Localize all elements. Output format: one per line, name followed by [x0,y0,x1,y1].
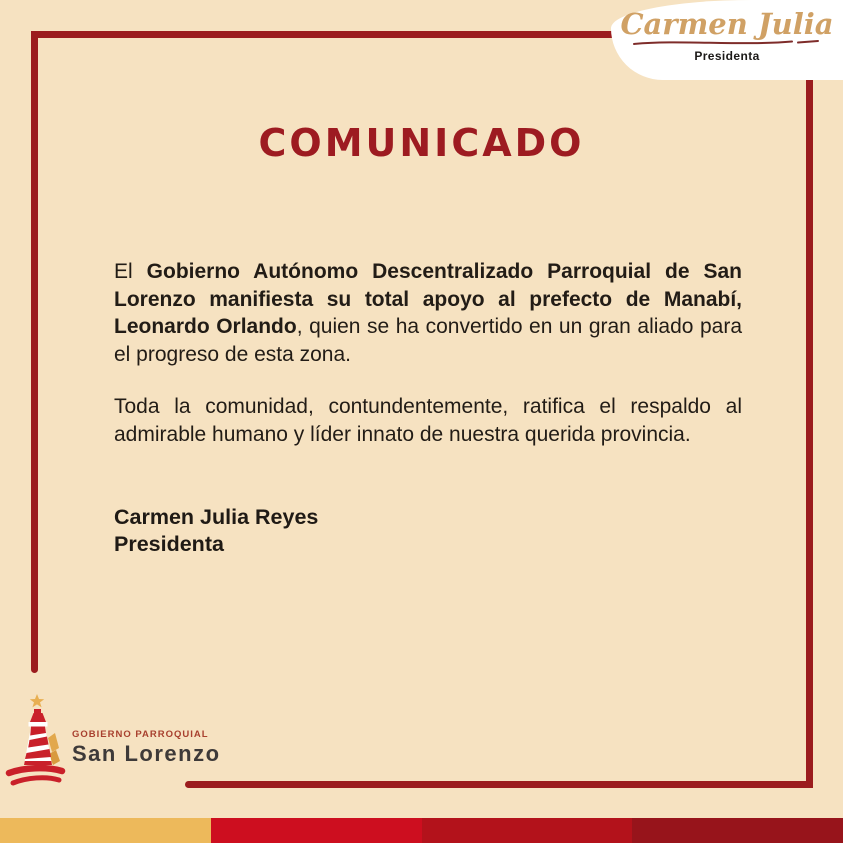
paragraph-1-bold: Gobierno Autónomo Descentralizado Parroquial de San Lorenzo manifiesta su total apoyo al prefecto de Manabí, Leonardo Orlando [114,260,742,338]
body-text [114,258,742,473]
frame-border-bottom [185,781,813,788]
signature-name: Carmen Julia Reyes [114,505,319,529]
footer-band-red [211,818,422,843]
footer-band-gold [0,818,211,843]
footer-color-strip [0,818,843,843]
badge-name-script: Carmen Julia [620,7,834,41]
badge-subtitle: Presidenta [694,49,760,63]
paragraph-1-rest: , quien se ha convertido en un gran aliado para el progreso de esta zona. [114,315,742,366]
footer-band-dark-red [422,818,633,843]
frame-border-right [806,31,813,788]
footer-band-maroon [632,818,843,843]
page-title: COMUNICADO [258,121,585,165]
org-type-label: GOBIERNO PARROQUIAL [72,729,209,740]
paragraph-1 [114,258,742,368]
signature-block [114,504,318,558]
frame-border-left [31,31,38,673]
badge-underline-swoosh-icon [632,38,822,48]
org-logo [4,692,264,792]
lighthouse-logo-icon [4,693,66,791]
org-logo-text [72,729,221,767]
signature-role: Presidenta [114,532,224,556]
paragraph-1-lead: El [114,260,147,283]
org-name-label: San Lorenzo [72,741,221,766]
paragraph-2: Toda la comunidad, contundentemente, ratifica el respaldo al admirable humano y líder innato de nuestra querida provincia. [114,395,742,446]
president-badge [611,0,843,80]
